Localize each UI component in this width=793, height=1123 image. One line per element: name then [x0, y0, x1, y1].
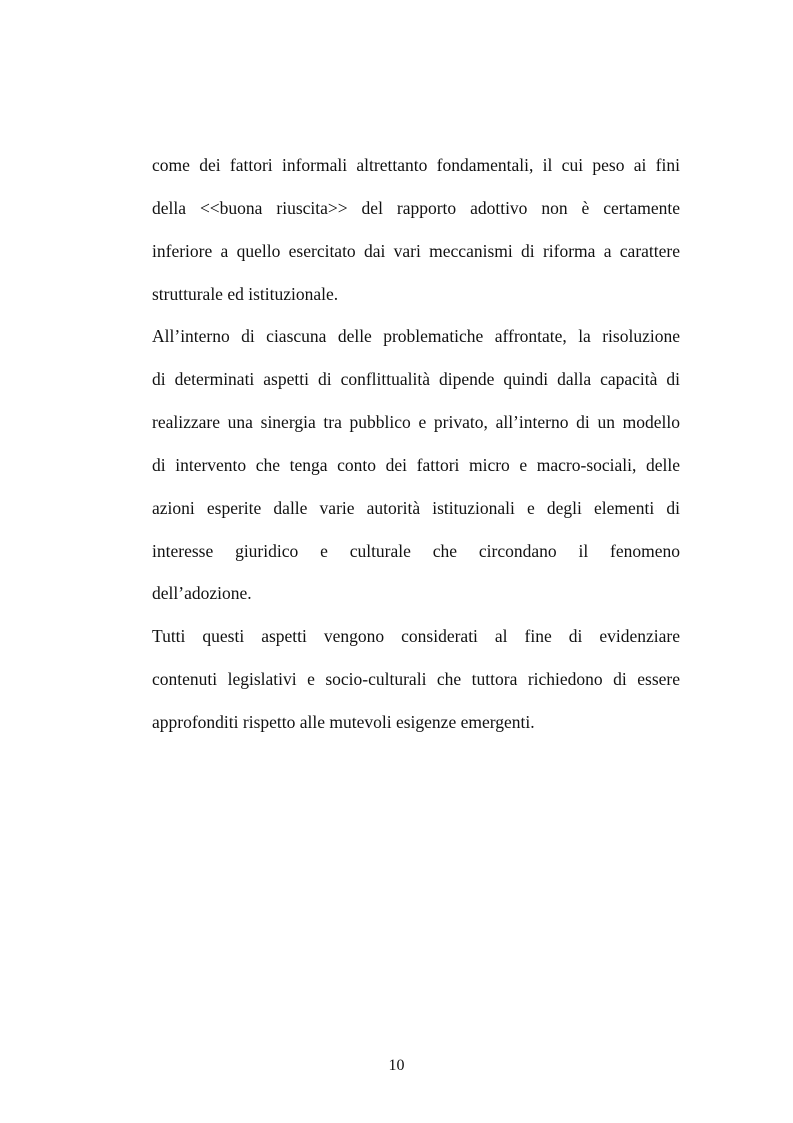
- text-line: azioni esperite dalle varie autorità istituzionali e degli elementi di: [152, 498, 680, 518]
- text-line: di determinati aspetti di conflittualità dipende quindi dalla capacità di: [152, 369, 680, 389]
- text-line: interesse giuridico e culturale che circondano il fenomeno: [152, 541, 680, 561]
- page-number: 10: [388, 1057, 405, 1074]
- text-line: approfonditi rispetto alle mutevoli esigenze emergenti.: [152, 712, 535, 732]
- text-line: dell’adozione.: [152, 583, 252, 603]
- text-line: della <<buona riuscita>> del rapporto adottivo non è certamente: [152, 198, 680, 218]
- text-line: realizzare una sinergia tra pubblico e privato, all’interno di un modello: [152, 412, 680, 432]
- text-line: Tutti questi aspetti vengono considerati al fine di evidenziare: [152, 626, 680, 646]
- text-line: inferiore a quello esercitato dai vari meccanismi di riforma a carattere: [152, 241, 680, 261]
- text-line: di intervento che tenga conto dei fattori micro e macro-sociali, delle: [152, 455, 680, 475]
- text-line: contenuti legislativi e socio-culturali che tuttora richiedono di essere: [152, 669, 680, 689]
- text-line: All’interno di ciascuna delle problematiche affrontate, la risoluzione: [152, 326, 680, 346]
- text-line: strutturale ed istituzionale.: [152, 284, 339, 304]
- text-line: come dei fattori informali altrettanto fondamentali, il cui peso ai fini: [152, 155, 680, 175]
